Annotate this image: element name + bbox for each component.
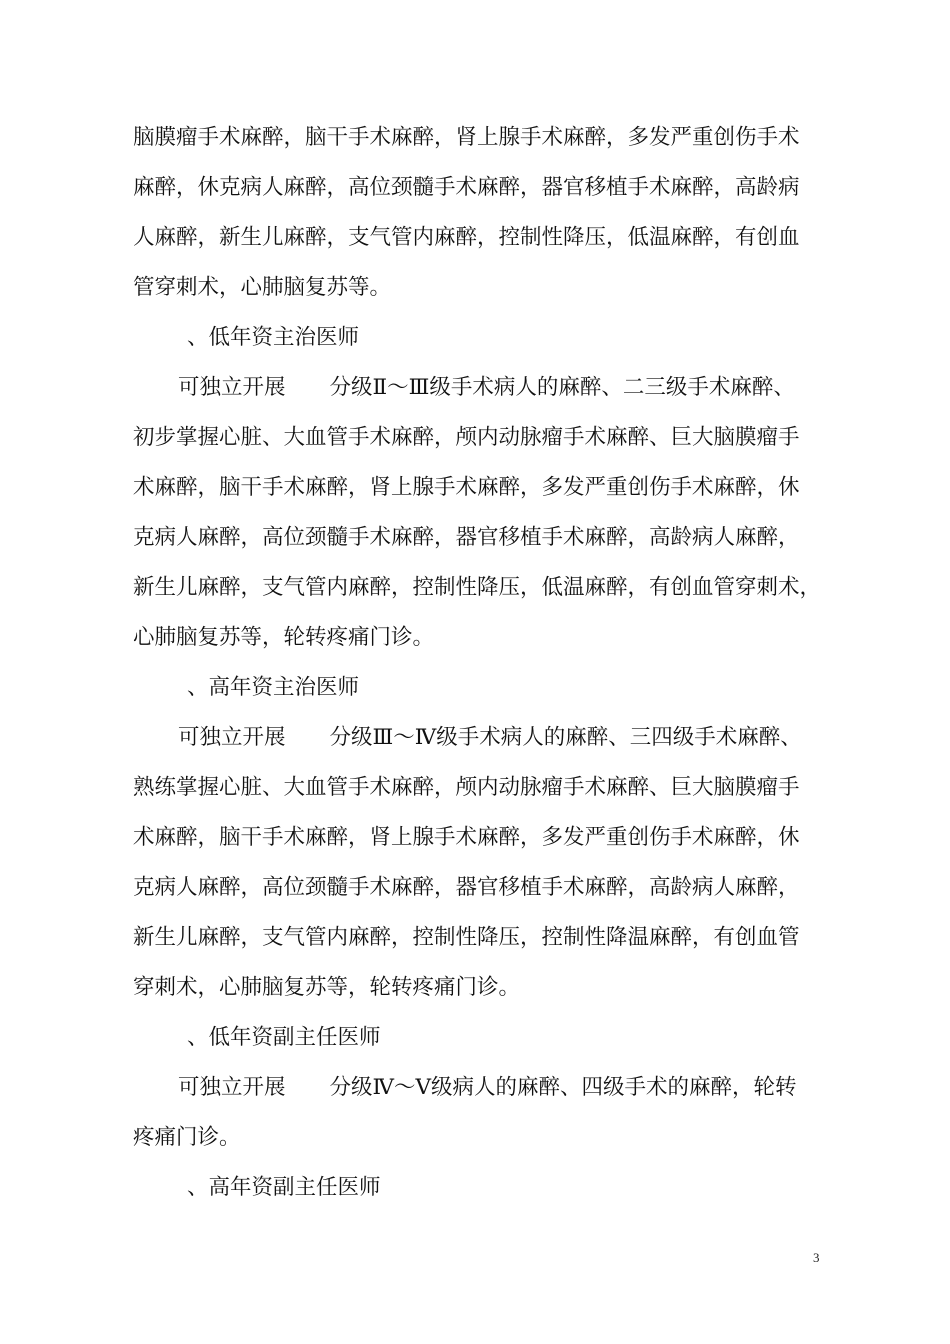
text-line: 新生儿麻醉，支气管内麻醉，控制性降压，控制性降温麻醉，有创血管 [133, 925, 800, 950]
first-line-rest: 分级Ⅲ～Ⅳ级手术病人的麻醉、三四级手术麻醉、 [329, 725, 802, 750]
text-line: 克病人麻醉，高位颈髓手术麻醉，器官移植手术麻醉，高龄病人麻醉， [133, 875, 800, 900]
text-line: 心肺脑复苏等，轮转疼痛门诊。 [133, 625, 435, 650]
text-line: 麻醉，休克病人麻醉，高位颈髓手术麻醉，器官移植手术麻醉，高龄病 [133, 175, 800, 200]
text-line: 初步掌握心脏、大血管手术麻醉，颅内动脉瘤手术麻醉、巨大脑膜瘤手 [133, 425, 800, 450]
text-line: 疼痛门诊。 [133, 1125, 241, 1150]
first-line-rest: 分级Ⅱ～Ⅲ级手术病人的麻醉、二三级手术麻醉、 [329, 375, 795, 400]
text-line: 术麻醉，脑干手术麻醉，肾上腺手术麻醉，多发严重创伤手术麻醉，休 [133, 825, 800, 850]
section-paragraph-junior-associate-chief [133, 1063, 823, 1163]
text-line: 克病人麻醉，高位颈髓手术麻醉，器官移植手术麻醉，高龄病人麻醉， [133, 525, 800, 550]
lead-phrase: 可独立开展 [178, 725, 286, 750]
section-heading-junior-attending: 、低年资主治医师 [187, 325, 360, 350]
section-heading-senior-attending: 、高年资主治医师 [187, 675, 360, 700]
text-line: 穿刺术，心肺脑复苏等，轮转疼痛门诊。 [133, 975, 521, 1000]
text-line: 管穿刺术，心肺脑复苏等。 [133, 275, 392, 300]
text-line [133, 713, 823, 763]
text-line [133, 1063, 823, 1113]
lead-phrase: 可独立开展 [178, 1075, 286, 1100]
continuation-paragraph [133, 113, 823, 313]
text-line: 熟练掌握心脏、大血管手术麻醉，颅内动脉瘤手术麻醉、巨大脑膜瘤手 [133, 775, 800, 800]
first-line-rest: 分级Ⅳ～Ⅴ级病人的麻醉、四级手术的麻醉，轮转 [329, 1075, 797, 1100]
lead-phrase: 可独立开展 [178, 375, 286, 400]
text-line: 新生儿麻醉，支气管内麻醉，控制性降压，低温麻醉，有创血管穿刺术， [133, 575, 822, 600]
section-paragraph-junior-attending [133, 363, 823, 663]
text-line: 术麻醉，脑干手术麻醉，肾上腺手术麻醉，多发严重创伤手术麻醉，休 [133, 475, 800, 500]
text-line [133, 363, 823, 413]
text-line: 人麻醉，新生儿麻醉，支气管内麻醉，控制性降压，低温麻醉，有创血 [133, 225, 800, 250]
section-heading-junior-associate-chief: 、低年资副主任医师 [187, 1025, 381, 1050]
section-heading-senior-associate-chief: 、高年资副主任医师 [187, 1175, 381, 1200]
page-number: 3 [813, 1250, 820, 1265]
text-line: 脑膜瘤手术麻醉，脑干手术麻醉，肾上腺手术麻醉，多发严重创伤手术 [133, 125, 800, 150]
document-body [133, 113, 823, 1213]
section-paragraph-senior-attending [133, 713, 823, 1013]
